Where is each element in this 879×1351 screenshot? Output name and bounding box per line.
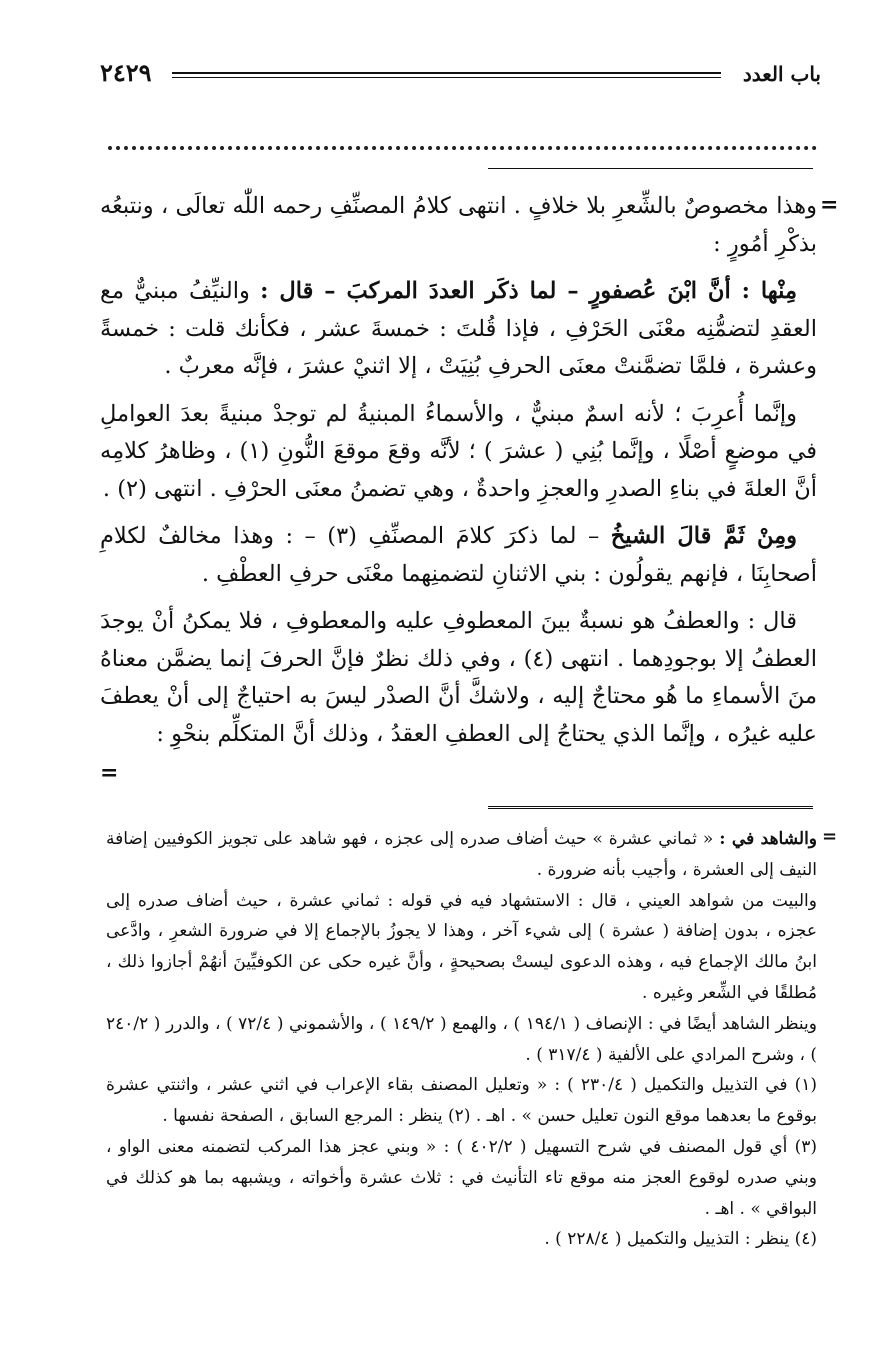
header-rule (172, 72, 721, 78)
paragraph-5: قال : والعطفُ هو نسبةٌ بينَ المعطوفِ عليه والمعطوفِ ، فلا يمكنُ أنْ يوجدَ العطفُ إلا بوجودِهما . انتهى (٤) ، وفي ذلك نظرٌ فإنَّ الحرفَ إنما يضمَّن معناهُ منَ الأسماءِ ما هُو محتاجٌ إليه ، ولاشكَّ أنَّ الصدْر ليسَ به احتياجٌ إلى أنْ يعطفَ عليه غيرُه ، وإنَّما الذي يحتاجُ إلى العطفِ العقدُ ، وذلك أنَّ المتكلِّم بنحْوِ : (100, 608, 818, 747)
paragraph-2-body: والنيِّفُ مبنيٌّ مع العقدِ لتضمُّنِه معْنَى الحَرْفِ ، فإذا قُلتَ : خمسةَ عشر ، فكأنك قلت : خمسةً وعشرة ، فلمَّا تضمَّنتْ معنَى الحرفِ بُنِيَتْ ، إلا اثنيْ عشرَ ، فإنَّه معربٌ . (100, 278, 817, 379)
continuation-marker-bottom: = (100, 760, 119, 786)
footnote-4: (٤) ينظر : التذييل والتكميل ( ٢٢٨/٤ ) . (544, 1229, 817, 1250)
footnote-references: وينظر الشاهد أيضًا في : الإنصاف ( ١٩٤/١ ) ، والهمع ( ١٤٩/٢ ) ، والأشموني ( ٧٢/٤ ) ، والدرر ( ٢٤٠/٢ ) ، وشرح المرادي على الألفية ( ٣١٧/٤ ) . (106, 1013, 817, 1065)
footnote-verse-source: والبيت من شواهد العيني ، قال : الاستشهاد فيه في قوله : ثماني عشرة ، حيث أضاف صدره إلى عجزه ، بدون إضافة ( عشرة ) إلى شيء آخر ، وهذا لا يجوزُ بالإجماع إلا في ضرورة الشعرِ ، وادَّعى ابنُ مالك الإجماع فيه ، وهذه الدعوى ليستْ بصحيحةٍ ، وأنَّ غيره حكى عن الكوفيِّينَ أنهُمْ أجازوا ذلك ، مُطلقًا في الشِّعر وغيره . (106, 890, 817, 1003)
footnote-3: (٣) أي قول المصنف في شرح التسهيل ( ٤٠٢/٢ ) : « وبني عجز هذا المركب لتضمنه معنى الواو ، وبني صدره لوقوع العجز منه موقع تاء التأنيث في : ثلاث عشرة وأخواته ، ويشبهه بما هو كذلك في البواقي » . اهـ . (106, 1136, 817, 1219)
footnote-rule (488, 806, 813, 813)
short-rule (488, 168, 813, 169)
footnote-witness-body: « ثماني عشرة » حيث أضاف صدره إلى عجزه ، فهو شاهد على تجويز الكوفيين إضافة النيف إلى العشرة ، وأجيب بأنه ضرورة . (106, 829, 817, 880)
paragraph-4-body: – لما ذكرَ كلامَ المصنِّفِ (٣) – : وهذا مخالفٌ لكلامِ أصحابِنَا ، فإنهم يقولُون : بني الاثنانِ لتضمنِهما معْنَى حرفِ العطْفِ . (100, 523, 817, 587)
footnotes (106, 824, 817, 1255)
paragraph-1: وهذا مخصوصٌ بالشِّعرِ بلا خلافٍ . انتهى كلامُ المصنِّفِ رحمه اللّٰه تعالَى ، ونتبعُه بذكْرِ أمُورٍ : (100, 193, 817, 257)
running-header-title: باب العدد (742, 62, 821, 86)
footnote-witness (106, 824, 817, 886)
continuation-marker-footnote: = (822, 826, 838, 847)
paragraph-3: وإنَّما أُعرِبَ ؛ لأنه اسمٌ مبنيٌّ ، والأسماءُ المبنيةُ لم توجدْ مبنيةً بعدَ العواملِ في موضعٍ أصْلًا ، وإنَّما بُنِي ( عشرَ ) ؛ لأنَّه وقعَ موقعَ النُّونِ (١) ، وظاهرُ كلامِه أنَّ العلةَ في بناءِ الصدرِ والعجزِ واحدةٌ ، وهي تضمنُ معنَى الحرْفِ . انتهى (٢) . (100, 400, 817, 502)
main-text (100, 188, 817, 763)
footnote-1-2: (١) في التذييل والتكميل ( ٢٣٠/٤ ) : « وتعليل المصنف بقاء الإعراب في اثني عشر ، واثنتي عشرة بوقوع ما بعدهما موقع النون تعليل حسن » . اهـ . (٢) ينظر : المرجع السابق ، الصفحة نفسها . (106, 1075, 817, 1127)
paragraph-2 (100, 273, 817, 386)
page-number: ٢٤٢٩ (100, 58, 152, 87)
paragraph-4 (100, 518, 817, 593)
paragraph-4-lead: ومِنْ ثَمَّ قالَ الشيخُ (610, 523, 798, 549)
paragraph-2-lead: مِنْها : أنَّ ابْنَ عُصفورٍ – لما ذكَر العددَ المركبَ – قال : (260, 278, 797, 304)
continuation-marker-top: = (820, 192, 839, 218)
dotted-separator (108, 136, 817, 150)
footnote-witness-lead: والشاهد في : (719, 829, 818, 849)
